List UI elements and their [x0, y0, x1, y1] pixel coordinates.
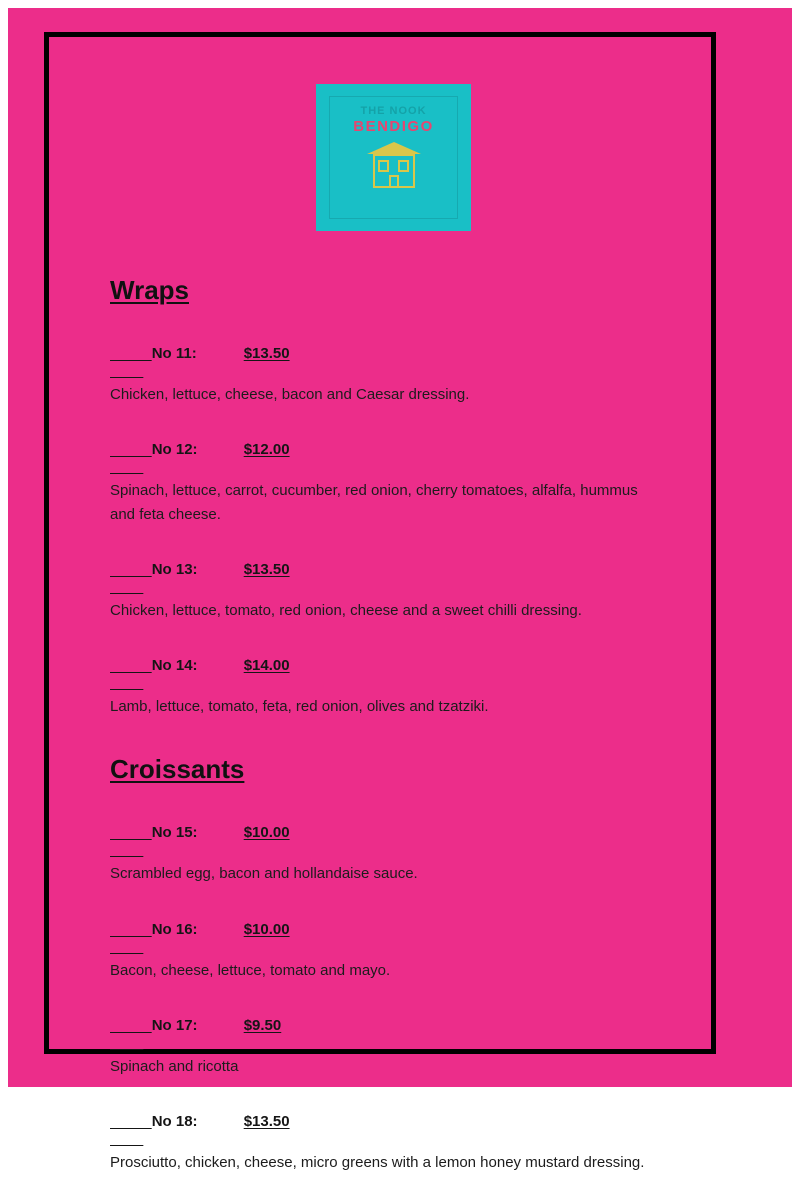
shopfront-window-right-icon [398, 160, 409, 172]
menu-item-price: $10.00 [243, 824, 290, 842]
menu-item-description: Scrambled egg, bacon and hollandaise sauce. [110, 865, 418, 883]
menu-item [110, 1096, 690, 1174]
menu-item-price: $14.00 [243, 657, 290, 674]
menu-item-number: No 18: [151, 1113, 198, 1130]
menu-item [110, 904, 690, 982]
menu-section-croissants [110, 754, 690, 1174]
logo-text-secondary: BENDIGO [353, 118, 434, 135]
menu-item-heading [110, 544, 290, 595]
menu-item-heading [110, 807, 290, 858]
menu-item-price: $12.00 [243, 441, 290, 459]
menu-item-number: No 16: [151, 920, 198, 938]
menu-item-number: No 15: [151, 824, 198, 842]
menu-item [110, 328, 690, 406]
page-top-margin [0, 0, 800, 8]
menu-item-heading [110, 1000, 281, 1051]
shopfront-door-icon [389, 175, 399, 188]
shopfront-window-left-icon [378, 160, 389, 172]
menu-content [110, 275, 690, 1192]
shopfront-roof-icon [367, 142, 421, 154]
section-title: Croissants [110, 754, 245, 785]
menu-item [110, 640, 690, 718]
menu-item-heading [110, 904, 290, 955]
section-title: Wraps [110, 275, 189, 305]
menu-item [110, 424, 690, 526]
menu-item [110, 1000, 690, 1078]
menu-item-description: Spinach, lettuce, carrot, cucumber, red onion, cherry tomatoes, alfalfa, hummus and feta cheese. [110, 482, 638, 523]
menu-item-description: Chicken, lettuce, tomato, red onion, cheese and a sweet chilli dressing. [110, 601, 582, 619]
menu-item-price: $13.50 [243, 560, 290, 578]
menu-item-price: $9.50 [243, 1016, 282, 1034]
menu-item-number: No 12: [151, 441, 198, 459]
menu-item-description: Prosciutto, chicken, cheese, micro greens with a lemon honey mustard dressing. [110, 1154, 645, 1171]
menu-item-heading [110, 328, 290, 379]
menu-item-heading [110, 640, 290, 691]
shopfront-icon [367, 142, 421, 188]
menu-item-number: No 13: [151, 560, 198, 578]
menu-item-heading [110, 424, 290, 475]
page-left-margin [0, 0, 8, 1087]
menu-item-price: $13.50 [243, 345, 290, 362]
logo-text-primary: THE NOOK [360, 105, 427, 117]
page-right-margin [794, 0, 800, 1087]
menu-item-description: Bacon, cheese, lettuce, tomato and mayo. [110, 961, 391, 979]
menu-item-description: Spinach and ricotta [110, 1057, 239, 1075]
menu-item-price: $13.50 [243, 1113, 290, 1130]
menu-item-number: No 14: [151, 657, 198, 674]
menu-item-number: No 17: [151, 1016, 198, 1034]
menu-item [110, 544, 690, 622]
menu-item-number: No 11: [151, 345, 197, 362]
logo [316, 84, 471, 231]
menu-item-heading [110, 1096, 290, 1147]
menu-item-price: $10.00 [243, 920, 290, 938]
logo-inner-frame [329, 96, 458, 219]
menu-section-wraps [110, 275, 690, 718]
menu-item-description: Chicken, lettuce, cheese, bacon and Caesar dressing. [110, 386, 470, 403]
menu-item-description: Lamb, lettuce, tomato, feta, red onion, olives and tzatziki. [110, 698, 489, 715]
menu-item [110, 807, 690, 885]
